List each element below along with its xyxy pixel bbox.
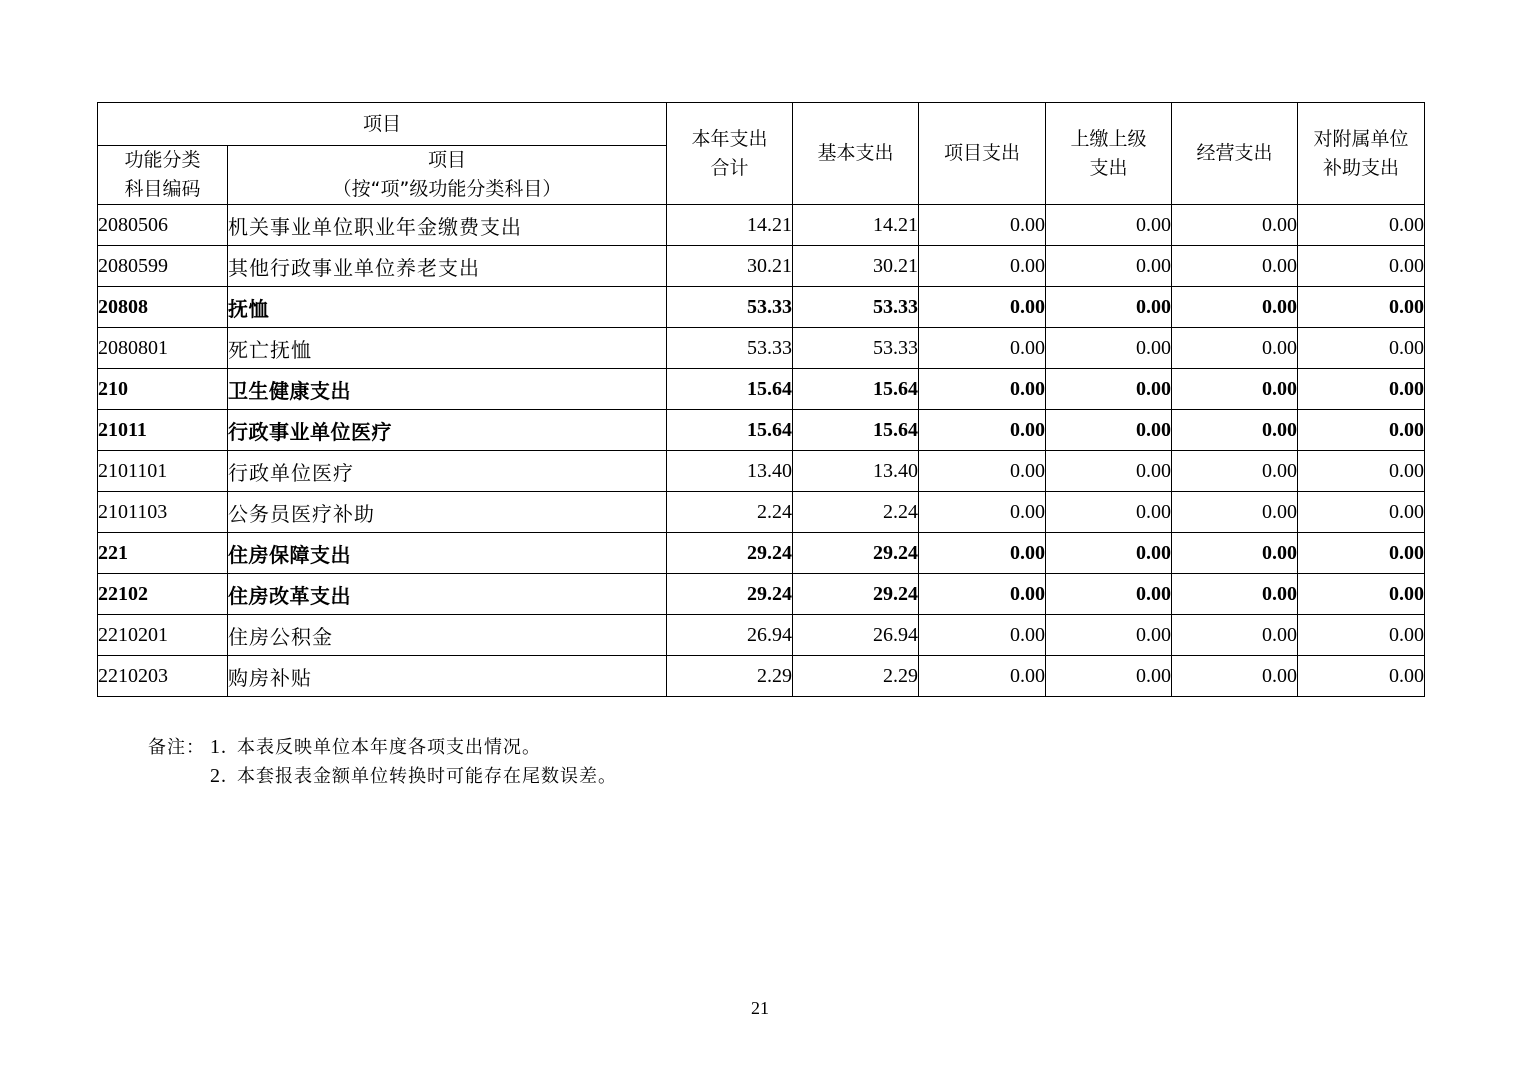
- cell-code: 22102: [98, 574, 228, 615]
- cell-basic: 53.33: [793, 328, 919, 369]
- cell-code: 21011: [98, 410, 228, 451]
- expenditure-table: [97, 102, 1425, 697]
- cell-name: 行政事业单位医疗: [228, 410, 667, 451]
- cell-project: 0.00: [919, 656, 1046, 697]
- cell-total: 53.33: [667, 328, 793, 369]
- cell-subsidy: 0.00: [1298, 328, 1425, 369]
- col-header-subsidy: 对附属单位 补助支出: [1298, 103, 1425, 205]
- cell-operating: 0.00: [1172, 410, 1298, 451]
- cell-basic: 29.24: [793, 574, 919, 615]
- table-row: [98, 369, 1425, 410]
- cell-subsidy: 0.00: [1298, 205, 1425, 246]
- cell-project: 0.00: [919, 369, 1046, 410]
- note-row: [148, 762, 617, 791]
- table-body: [98, 205, 1425, 697]
- cell-basic: 2.29: [793, 656, 919, 697]
- cell-operating: 0.00: [1172, 287, 1298, 328]
- cell-total: 13.40: [667, 451, 793, 492]
- note-text: 本表反映单位本年度各项支出情况。: [237, 737, 541, 758]
- cell-subsidy: 0.00: [1298, 287, 1425, 328]
- cell-basic: 29.24: [793, 533, 919, 574]
- cell-code: 221: [98, 533, 228, 574]
- cell-code: 2080599: [98, 246, 228, 287]
- cell-project: 0.00: [919, 410, 1046, 451]
- cell-name: 机关事业单位职业年金缴费支出: [228, 205, 667, 246]
- cell-code: 2210201: [98, 615, 228, 656]
- cell-code: 210: [98, 369, 228, 410]
- cell-name: 抚恤: [228, 287, 667, 328]
- cell-project: 0.00: [919, 451, 1046, 492]
- table-row: [98, 656, 1425, 697]
- cell-operating: 0.00: [1172, 369, 1298, 410]
- cell-total: 29.24: [667, 533, 793, 574]
- col-header-total: 本年支出 合计: [667, 103, 793, 205]
- note-row: [148, 733, 617, 762]
- cell-project: 0.00: [919, 533, 1046, 574]
- table-row: [98, 328, 1425, 369]
- cell-name: 死亡抚恤: [228, 328, 667, 369]
- cell-subsidy: 0.00: [1298, 574, 1425, 615]
- cell-upper: 0.00: [1046, 328, 1172, 369]
- cell-code: 2101103: [98, 492, 228, 533]
- cell-name: 公务员医疗补助: [228, 492, 667, 533]
- cell-code: 2080506: [98, 205, 228, 246]
- cell-total: 14.21: [667, 205, 793, 246]
- col-header-code: 功能分类 科目编码: [98, 146, 228, 205]
- cell-upper: 0.00: [1046, 574, 1172, 615]
- note-number: 1.: [210, 736, 227, 758]
- cell-name: 其他行政事业单位养老支出: [228, 246, 667, 287]
- table-row: [98, 533, 1425, 574]
- cell-total: 2.29: [667, 656, 793, 697]
- cell-basic: 26.94: [793, 615, 919, 656]
- note-indent: [148, 762, 210, 791]
- cell-total: 29.24: [667, 574, 793, 615]
- project-group-header: 项目: [98, 103, 667, 146]
- cell-subsidy: 0.00: [1298, 410, 1425, 451]
- cell-upper: 0.00: [1046, 656, 1172, 697]
- col-header-upper: 上缴上级 支出: [1046, 103, 1172, 205]
- cell-upper: 0.00: [1046, 533, 1172, 574]
- cell-name: 住房改革支出: [228, 574, 667, 615]
- cell-basic: 14.21: [793, 205, 919, 246]
- cell-subsidy: 0.00: [1298, 246, 1425, 287]
- cell-operating: 0.00: [1172, 615, 1298, 656]
- cell-total: 15.64: [667, 369, 793, 410]
- cell-project: 0.00: [919, 492, 1046, 533]
- cell-name: 住房公积金: [228, 615, 667, 656]
- cell-name: 卫生健康支出: [228, 369, 667, 410]
- cell-basic: 2.24: [793, 492, 919, 533]
- cell-total: 2.24: [667, 492, 793, 533]
- cell-basic: 53.33: [793, 287, 919, 328]
- cell-operating: 0.00: [1172, 328, 1298, 369]
- cell-basic: 30.21: [793, 246, 919, 287]
- cell-code: 2080801: [98, 328, 228, 369]
- cell-subsidy: 0.00: [1298, 615, 1425, 656]
- col-header-basic: 基本支出: [793, 103, 919, 205]
- page-number: 21: [751, 998, 769, 1018]
- table-row: [98, 451, 1425, 492]
- cell-code: 2210203: [98, 656, 228, 697]
- table-row: [98, 246, 1425, 287]
- cell-subsidy: 0.00: [1298, 451, 1425, 492]
- cell-subsidy: 0.00: [1298, 369, 1425, 410]
- cell-upper: 0.00: [1046, 492, 1172, 533]
- cell-upper: 0.00: [1046, 615, 1172, 656]
- cell-upper: 0.00: [1046, 287, 1172, 328]
- cell-name: 行政单位医疗: [228, 451, 667, 492]
- notes-label: 备注：: [148, 737, 205, 758]
- col-header-project: 项目支出: [919, 103, 1046, 205]
- cell-total: 15.64: [667, 410, 793, 451]
- cell-total: 53.33: [667, 287, 793, 328]
- notes: [148, 733, 617, 791]
- cell-upper: 0.00: [1046, 205, 1172, 246]
- cell-operating: 0.00: [1172, 246, 1298, 287]
- cell-total: 30.21: [667, 246, 793, 287]
- cell-project: 0.00: [919, 574, 1046, 615]
- cell-operating: 0.00: [1172, 451, 1298, 492]
- cell-upper: 0.00: [1046, 369, 1172, 410]
- cell-operating: 0.00: [1172, 205, 1298, 246]
- cell-subsidy: 0.00: [1298, 656, 1425, 697]
- cell-basic: 15.64: [793, 410, 919, 451]
- cell-upper: 0.00: [1046, 410, 1172, 451]
- table-row: [98, 205, 1425, 246]
- cell-project: 0.00: [919, 287, 1046, 328]
- cell-operating: 0.00: [1172, 492, 1298, 533]
- cell-name: 购房补贴: [228, 656, 667, 697]
- table-row: [98, 410, 1425, 451]
- col-header-operating: 经营支出: [1172, 103, 1298, 205]
- cell-project: 0.00: [919, 615, 1046, 656]
- cell-upper: 0.00: [1046, 246, 1172, 287]
- cell-upper: 0.00: [1046, 451, 1172, 492]
- cell-operating: 0.00: [1172, 656, 1298, 697]
- cell-subsidy: 0.00: [1298, 533, 1425, 574]
- cell-basic: 15.64: [793, 369, 919, 410]
- cell-code: 20808: [98, 287, 228, 328]
- cell-project: 0.00: [919, 246, 1046, 287]
- cell-project: 0.00: [919, 205, 1046, 246]
- note-number: 2.: [210, 765, 227, 787]
- cell-project: 0.00: [919, 328, 1046, 369]
- cell-name: 住房保障支出: [228, 533, 667, 574]
- cell-total: 26.94: [667, 615, 793, 656]
- cell-subsidy: 0.00: [1298, 492, 1425, 533]
- col-header-name: 项目 （按“项”级功能分类科目）: [228, 146, 667, 205]
- note-text: 本套报表金额单位转换时可能存在尾数误差。: [237, 766, 617, 787]
- cell-code: 2101101: [98, 451, 228, 492]
- table-row: [98, 287, 1425, 328]
- cell-operating: 0.00: [1172, 574, 1298, 615]
- cell-operating: 0.00: [1172, 533, 1298, 574]
- table-row: [98, 615, 1425, 656]
- table-row: [98, 492, 1425, 533]
- cell-basic: 13.40: [793, 451, 919, 492]
- table-row: [98, 574, 1425, 615]
